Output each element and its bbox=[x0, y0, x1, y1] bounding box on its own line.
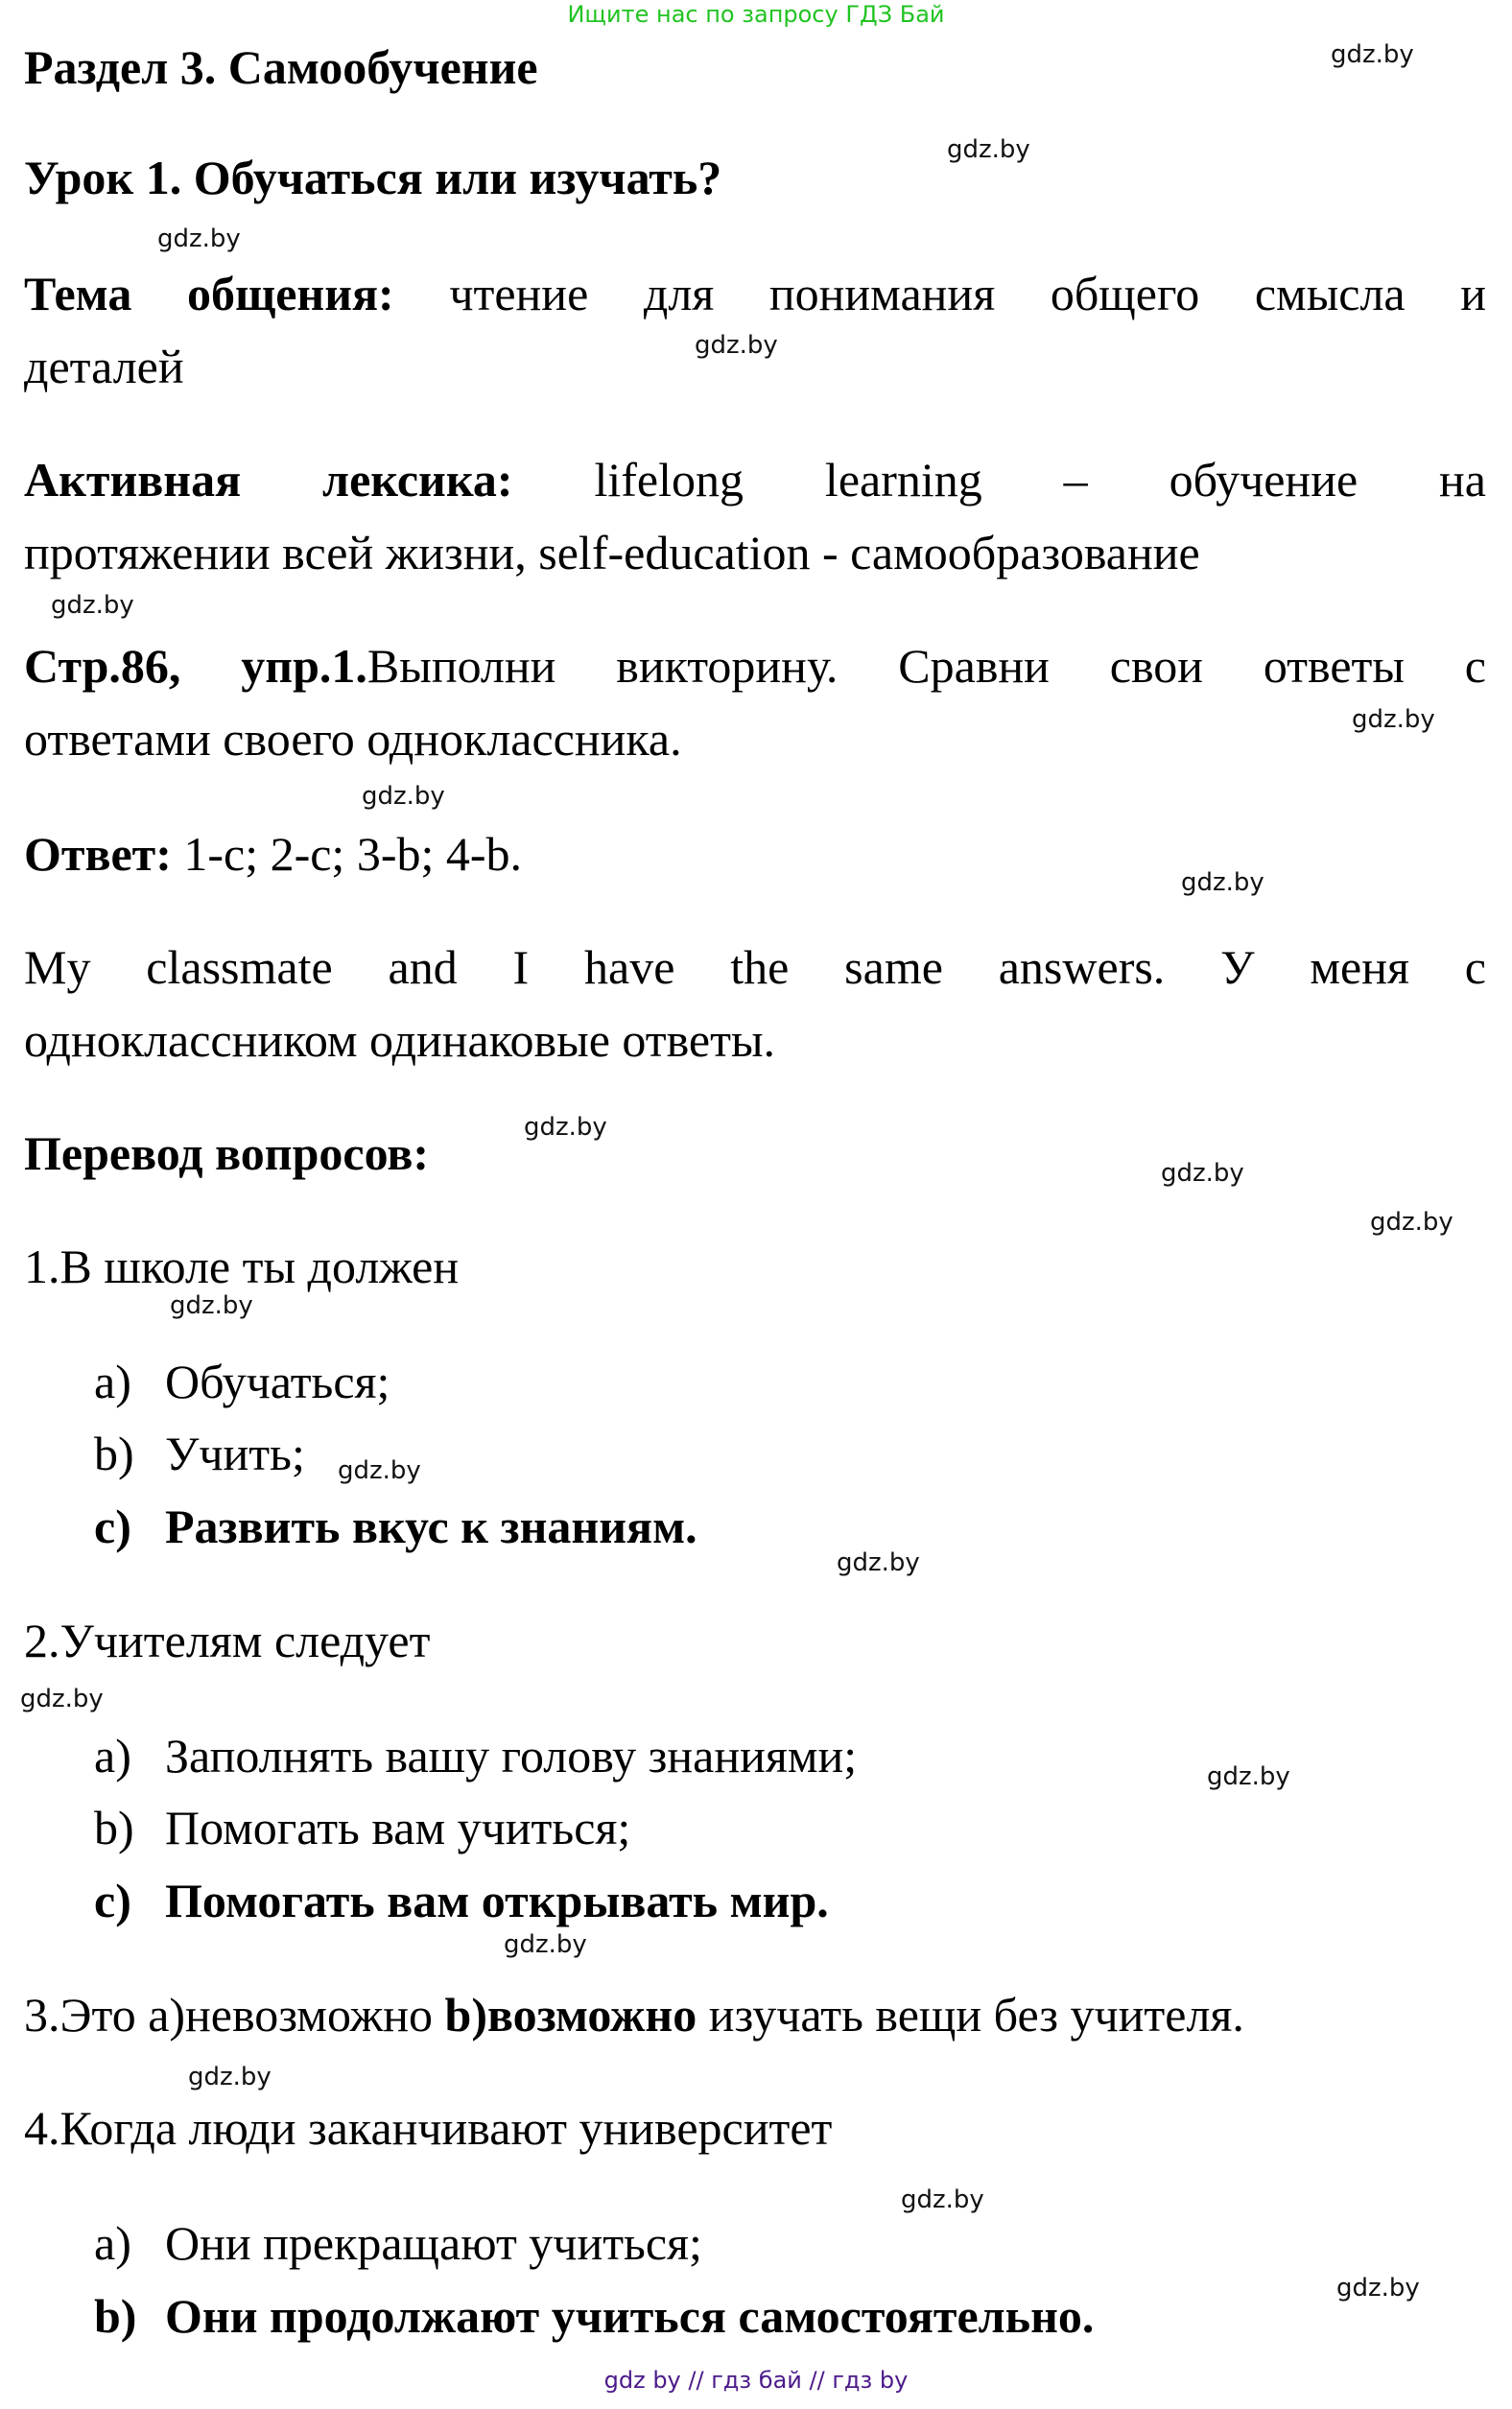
watermark: gdz.by bbox=[837, 1548, 920, 1577]
question-3-suffix: изучать вещи без учителя. bbox=[697, 1988, 1244, 2042]
watermark: gdz.by bbox=[947, 135, 1030, 164]
topic-line-2: деталей bbox=[24, 340, 184, 393]
topic-line-1 bbox=[24, 265, 1486, 322]
option-marker: c) bbox=[94, 1500, 131, 1553]
exercise-line-2: ответами своего одноклассника. bbox=[24, 712, 682, 766]
watermark: gdz.by bbox=[51, 591, 134, 620]
vocab-label: Активная лексика: bbox=[24, 453, 513, 507]
translation-heading: Перевод вопросов: bbox=[24, 1126, 429, 1180]
option-text: Заполнять вашу голову знаниями; bbox=[165, 1729, 858, 1783]
section-title: Раздел 3. Самообучение bbox=[24, 40, 538, 94]
option-marker: b) bbox=[94, 2289, 137, 2343]
vocab-text: lifelong learning – обучение на bbox=[594, 453, 1487, 507]
option-marker: a) bbox=[94, 1729, 131, 1783]
vocab-line-1 bbox=[24, 451, 1486, 508]
lesson-title: Урок 1. Обучаться или изучать? bbox=[24, 151, 722, 204]
watermark: gdz.by bbox=[170, 1291, 253, 1320]
question-3-correct: b)возможно bbox=[444, 1988, 697, 2042]
option-marker: c) bbox=[94, 1874, 131, 1927]
question-1-option-b bbox=[94, 1425, 305, 1482]
exercise-ref: Стр.86, упр.1. bbox=[24, 639, 367, 693]
question-4-option-b bbox=[94, 2287, 1094, 2345]
question-2-option-a bbox=[94, 1727, 857, 1784]
watermark: gdz.by bbox=[1336, 2274, 1420, 2303]
footer-links: gdz by // гдз бай // гдз by bbox=[603, 2367, 909, 2394]
question-2-stem: 2.Учителям следует bbox=[24, 1614, 431, 1667]
question-1-option-c bbox=[94, 1498, 697, 1555]
question-3-prefix: 3.Это a)невозможно bbox=[24, 1988, 445, 2042]
watermark: gdz.by bbox=[524, 1113, 607, 1142]
option-marker: a) bbox=[94, 1355, 131, 1408]
answer-label: Ответ: bbox=[24, 827, 172, 881]
option-text: Обучаться; bbox=[165, 1355, 390, 1408]
watermark: gdz.by bbox=[1181, 868, 1264, 897]
topic-label: Тема общения: bbox=[24, 267, 394, 320]
watermark: gdz.by bbox=[901, 2185, 984, 2214]
watermark: gdz.by bbox=[1207, 1762, 1290, 1791]
search-banner: Ищите нас по запросу ГДЗ Бай bbox=[567, 1, 945, 28]
option-marker: a) bbox=[94, 2216, 131, 2270]
option-marker: b) bbox=[94, 1427, 134, 1480]
option-text: Помогать вам открывать мир. bbox=[165, 1874, 829, 1927]
option-marker: b) bbox=[94, 1801, 134, 1854]
watermark: gdz.by bbox=[1331, 40, 1414, 69]
option-text: Они продолжают учиться самостоятельно. bbox=[165, 2289, 1095, 2343]
watermark: gdz.by bbox=[1370, 1208, 1453, 1237]
watermark: gdz.by bbox=[362, 782, 445, 811]
question-4-option-a bbox=[94, 2214, 702, 2272]
option-text: Помогать вам учиться; bbox=[165, 1801, 631, 1854]
comparison-line-2: одноклассником одинаковые ответы. bbox=[24, 1013, 776, 1067]
option-text: Учить; bbox=[165, 1427, 305, 1480]
question-1-option-a bbox=[94, 1353, 390, 1410]
watermark: gdz.by bbox=[188, 2063, 272, 2091]
watermark: gdz.by bbox=[1352, 705, 1435, 734]
topic-text: чтение для понимания общего смысла и bbox=[449, 267, 1487, 320]
vocab-line-2: протяжении всей жизни, self-education - самообразование bbox=[24, 526, 1200, 579]
question-2-option-c bbox=[94, 1872, 829, 1929]
comparison-line-1: My classmate and I have the same answers. У меня с bbox=[24, 940, 1486, 994]
question-4-stem: 4.Когда люди заканчивают университет bbox=[24, 2101, 833, 2155]
option-text: Развить вкус к знаниям. bbox=[165, 1500, 697, 1553]
watermark: gdz.by bbox=[157, 224, 241, 253]
watermark: gdz.by bbox=[1161, 1159, 1244, 1188]
watermark: gdz.by bbox=[504, 1930, 587, 1959]
exercise-text: Выполни викторину. Сравни свои ответы с bbox=[366, 639, 1486, 693]
question-3-stem bbox=[24, 1986, 1244, 2043]
answer-text: 1-c; 2-c; 3-b; 4-b. bbox=[171, 827, 523, 881]
option-text: Они прекращают учиться; bbox=[165, 2216, 702, 2270]
watermark: gdz.by bbox=[20, 1685, 104, 1713]
answer-line bbox=[24, 825, 522, 883]
question-1-stem: 1.В школе ты должен bbox=[24, 1240, 460, 1293]
exercise-line-1 bbox=[24, 637, 1486, 695]
watermark: gdz.by bbox=[338, 1456, 421, 1485]
watermark: gdz.by bbox=[695, 331, 778, 360]
question-2-option-b bbox=[94, 1799, 630, 1856]
